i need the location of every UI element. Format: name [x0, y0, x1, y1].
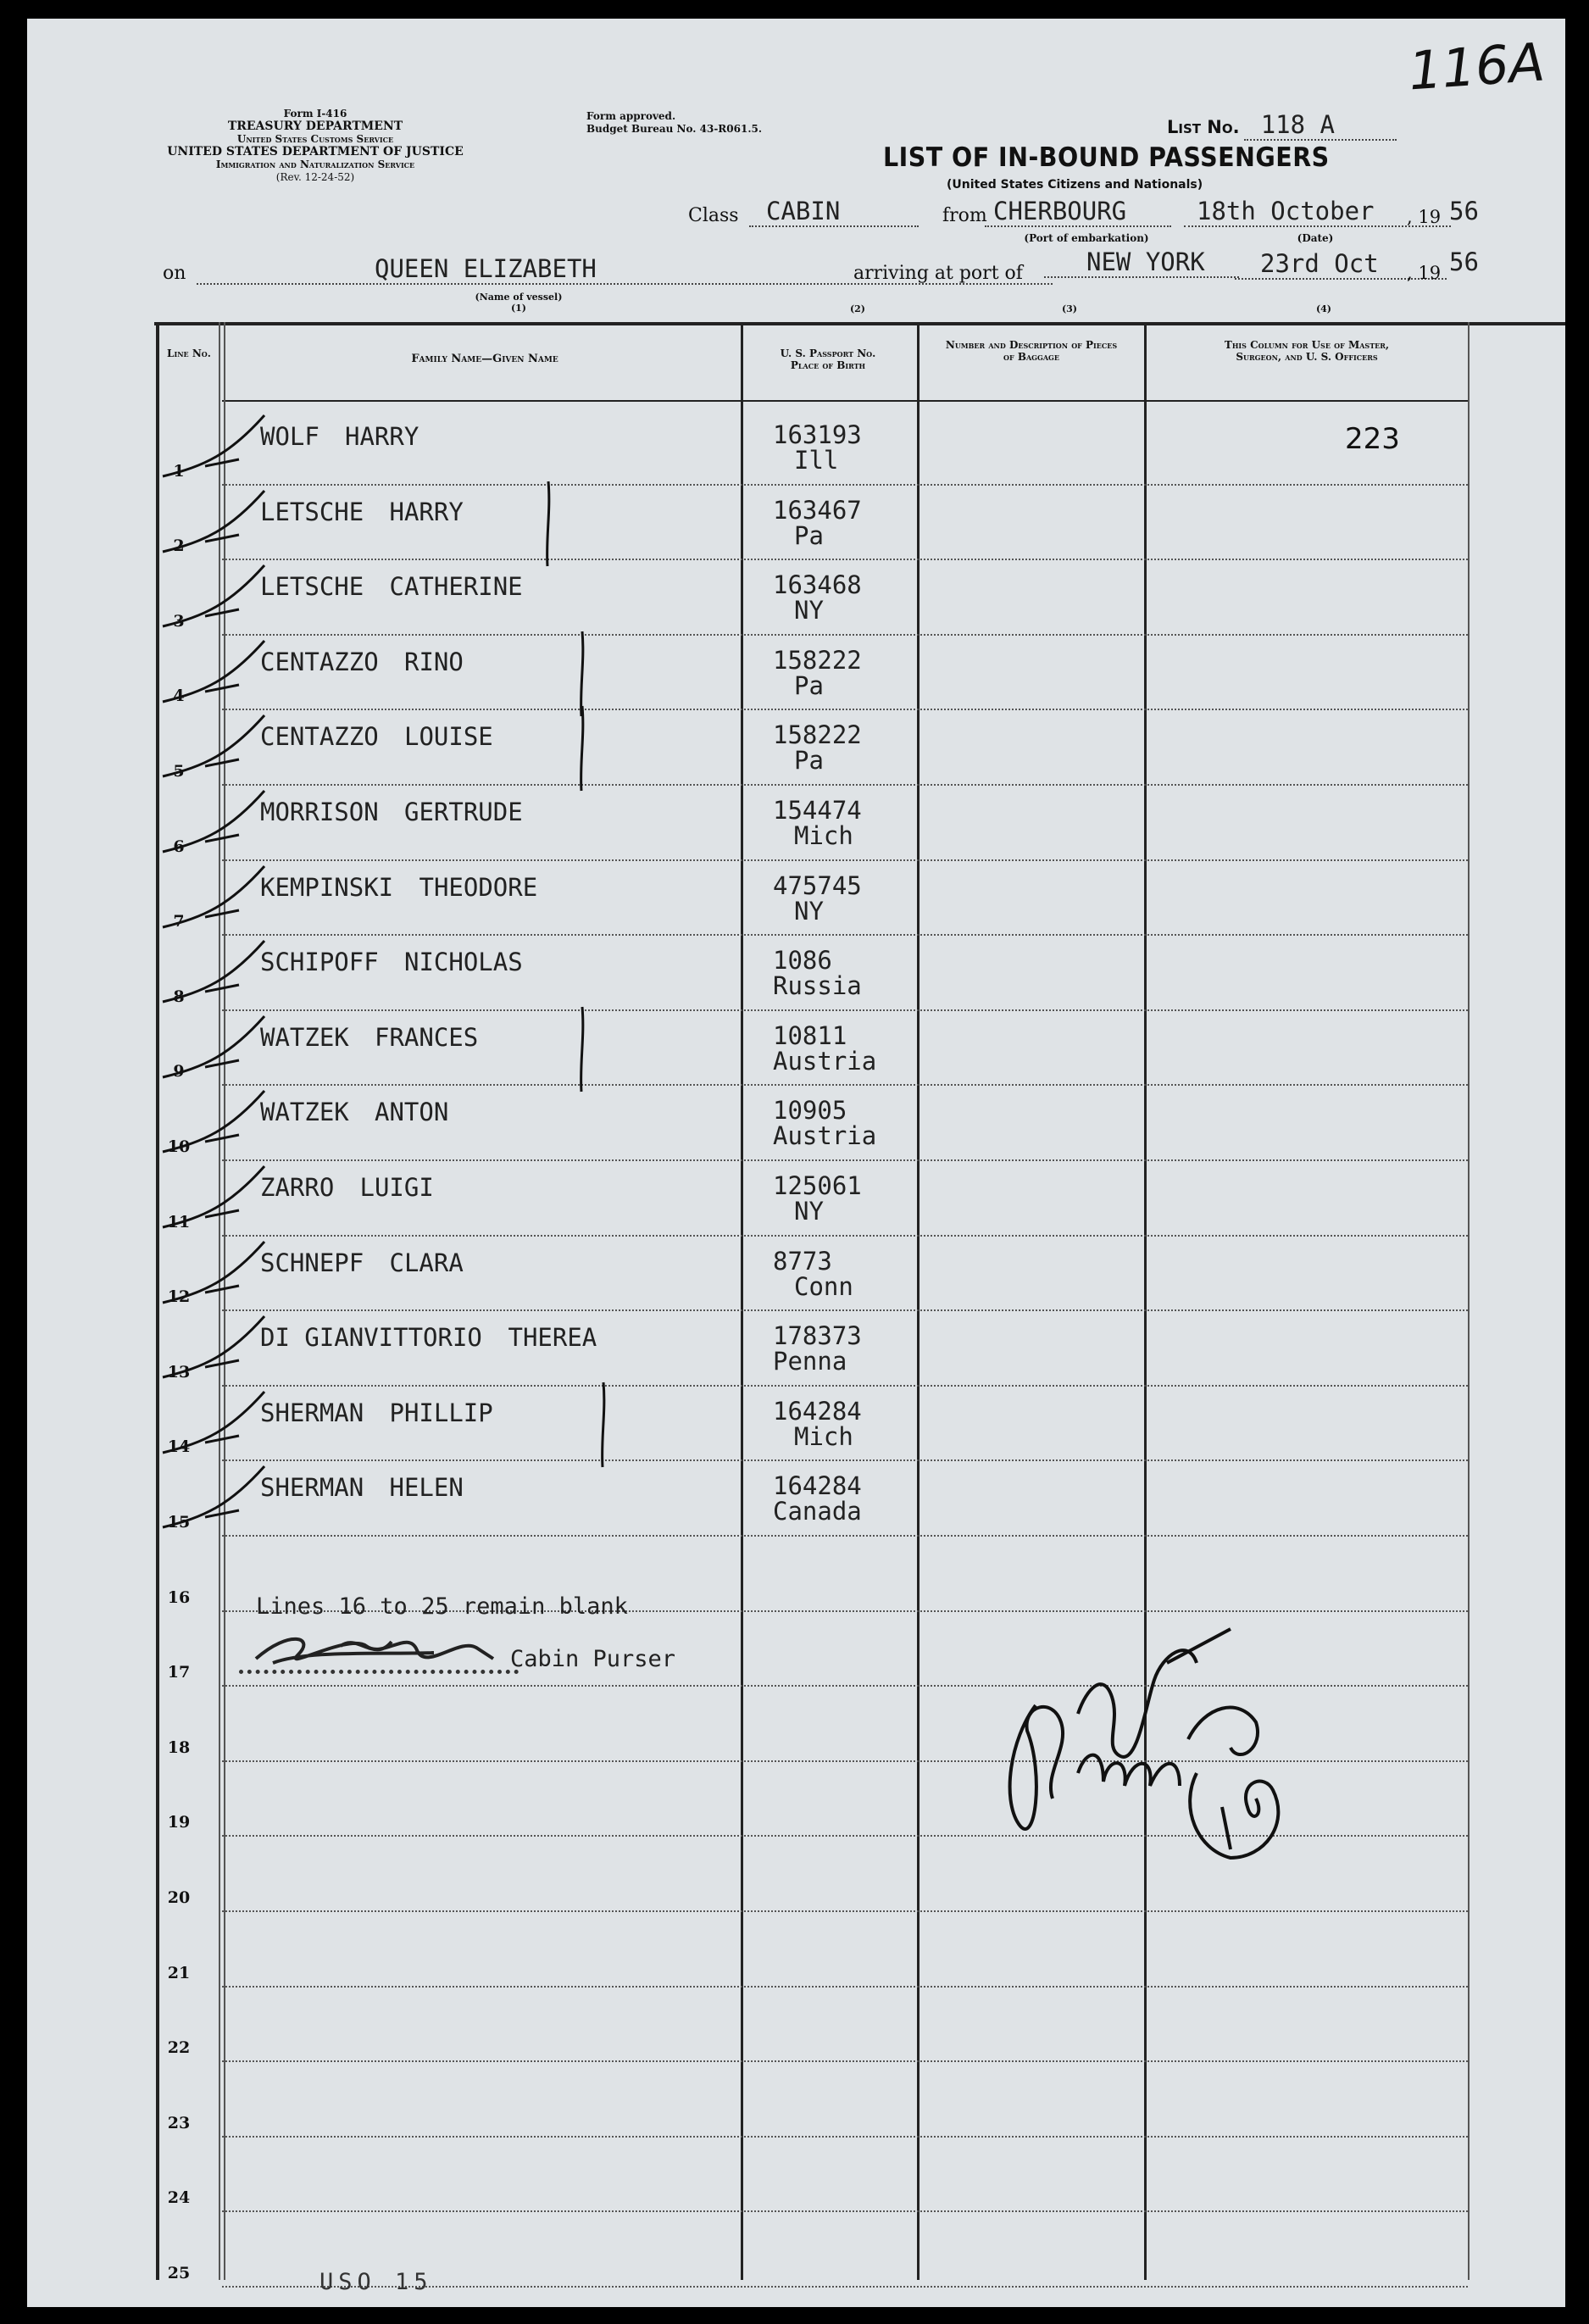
line-number: 14 — [167, 1437, 191, 1457]
footer-stamp: USO 15 — [319, 2269, 433, 2295]
line-number: 24 — [167, 2188, 191, 2208]
passport-number: 10905 — [773, 1096, 847, 1126]
line-number: 15 — [167, 1512, 191, 1532]
treasury-dept: TREASURY DEPARTMENT — [227, 120, 403, 133]
line-number: 5 — [173, 761, 185, 781]
departure-year-prefix: , 19 — [1407, 207, 1442, 227]
officer-signatures — [985, 1604, 1375, 1909]
check-mark — [154, 407, 324, 483]
check-mark — [154, 707, 324, 783]
given-name: THEODORE — [419, 872, 538, 902]
table-top-rule — [154, 322, 1565, 325]
check-mark — [154, 1458, 324, 1534]
document-title: LIST OF IN-BOUND PASSENGERS — [883, 142, 1330, 173]
given-name: HELEN — [389, 1473, 464, 1503]
manifest-page — [27, 19, 1565, 2307]
line-number: 9 — [173, 1062, 185, 1081]
departure-date: 18th October — [1184, 197, 1451, 227]
col2-number: (2) — [849, 303, 866, 314]
port-embarkation-caption: (Port of embarkation) — [1024, 232, 1149, 244]
line-number: 7 — [173, 912, 185, 931]
arrival-year-prefix: , 19 — [1407, 263, 1442, 283]
table-row — [27, 560, 1565, 636]
vessel-name: QUEEN ELIZABETH — [197, 254, 1053, 285]
table-row — [27, 636, 1565, 711]
vessel-line — [163, 247, 1519, 290]
blank-lines-note: Lines 16 to 25 remain blank — [256, 1593, 628, 1620]
check-mark — [154, 557, 324, 633]
vessel-caption-text: (Name of vessel) — [475, 292, 563, 303]
given-name: NICHOLAS — [404, 948, 523, 977]
line-number: 1 — [173, 461, 185, 481]
given-name: FRANCES — [375, 1022, 479, 1052]
line-number: 23 — [167, 2113, 191, 2132]
check-mark — [154, 1082, 324, 1159]
cabin-purser-label: Cabin Purser — [510, 1646, 676, 1672]
place-of-birth: NY — [794, 1197, 824, 1226]
check-mark — [154, 632, 324, 709]
family-name: LETSCHE — [260, 497, 364, 526]
table-header-rule — [222, 400, 1468, 402]
table-row — [27, 1912, 1565, 1988]
ins-service: Immigration and Naturalization Service — [215, 158, 415, 170]
approval-block — [586, 110, 762, 136]
place-of-birth: Penna — [773, 1347, 847, 1376]
col3-number: (3) — [1061, 303, 1078, 314]
given-name: GERTRUDE — [404, 798, 523, 826]
table-row — [27, 936, 1565, 1011]
officer-entry: 223 — [1345, 422, 1400, 456]
vessel-col-number: (1) — [510, 303, 527, 314]
passport-number: 164284 — [773, 1471, 862, 1501]
family-name: CENTAZZO — [260, 722, 379, 752]
place-of-birth: Austria — [773, 1121, 877, 1151]
family-name: SCHNEPF — [260, 1248, 364, 1277]
table-row — [27, 1387, 1565, 1462]
family-name: CENTAZZO — [260, 647, 379, 676]
given-name: CATHERINE — [389, 572, 523, 602]
line-number: 6 — [173, 837, 185, 856]
table-row — [27, 1461, 1565, 1537]
given-name: ANTON — [375, 1098, 449, 1127]
class-from-line — [688, 197, 1519, 231]
family-name: KEMPINSKI — [260, 872, 394, 902]
given-name: RINO — [404, 647, 464, 676]
given-name: HARRY — [345, 422, 419, 451]
arrival-year: 56 — [1449, 247, 1479, 276]
class-label: Class — [688, 205, 739, 226]
given-name: PHILLIP — [389, 1398, 493, 1427]
passport-number: 154474 — [773, 796, 862, 825]
justice-dept: UNITED STATES DEPARTMENT OF JUSTICE — [167, 145, 464, 158]
table-row — [27, 2062, 1565, 2138]
passport-number: 163468 — [773, 570, 862, 600]
form-info-block — [146, 108, 485, 184]
on-label: on — [163, 263, 186, 284]
from-label: from — [942, 205, 987, 226]
family-name: WATZEK — [260, 1098, 349, 1127]
table-row — [27, 861, 1565, 937]
line-number: 10 — [167, 1137, 191, 1156]
family-name: LETSCHE — [260, 572, 364, 602]
check-mark — [154, 1158, 324, 1234]
line-number: 8 — [173, 987, 185, 1006]
table-row — [27, 1988, 1565, 2063]
given-name: LUIGI — [359, 1173, 434, 1202]
date-caption: (Date) — [1297, 232, 1334, 244]
check-mark — [154, 782, 324, 859]
table-row — [27, 1086, 1565, 1161]
place-of-birth: Austria — [773, 1046, 877, 1076]
check-mark — [154, 858, 324, 934]
place-of-birth: Russia — [773, 971, 862, 1001]
purser-signature — [239, 1612, 544, 1688]
tick-mark — [536, 477, 561, 570]
place-of-birth: Mich — [794, 1421, 853, 1451]
arrival-date: 23rd Oct — [1235, 249, 1447, 280]
family-name: SCHIPOFF — [260, 948, 379, 977]
budget-bureau: Budget Bureau No. 43-R061.5. — [586, 123, 763, 135]
col4-number: (4) — [1315, 303, 1332, 314]
passport-number: 164284 — [773, 1396, 862, 1426]
passport-number: 1086 — [773, 946, 832, 976]
check-mark — [154, 1308, 324, 1384]
table-row — [27, 486, 1565, 561]
col-officers: This Column for Use of Master, Surgeon, and U. S. Officers — [1224, 339, 1390, 363]
family-name: ZARRO — [260, 1173, 335, 1202]
passport-number: 158222 — [773, 645, 862, 675]
list-no-label: List No. — [1167, 117, 1240, 137]
place-of-birth: Ill — [794, 446, 839, 475]
family-name: SHERMAN — [260, 1473, 364, 1503]
passport-number: 125061 — [773, 1171, 862, 1200]
line-number: 21 — [167, 1963, 191, 1982]
col-name: Family Name—Given Name — [411, 353, 558, 365]
table-row — [27, 786, 1565, 861]
form-id: Form I-416 — [283, 108, 347, 120]
table-row — [27, 710, 1565, 786]
family-name: MORRISON — [260, 798, 379, 826]
place-of-birth: Mich — [794, 821, 853, 850]
col-baggage: Number and Description of Pieces of Baggage — [945, 339, 1118, 363]
list-no-value: 118 A — [1244, 110, 1397, 141]
place-of-birth: NY — [794, 596, 824, 625]
line-number: 2 — [173, 537, 185, 556]
line-number: 13 — [167, 1362, 191, 1382]
given-name: CLARA — [389, 1248, 464, 1277]
given-name: LOUISE — [404, 722, 493, 752]
passport-number: 158222 — [773, 720, 862, 750]
passport-number: 178373 — [773, 1321, 862, 1351]
place-of-birth: Conn — [794, 1271, 853, 1301]
arriving-label: arriving at port of — [853, 263, 1023, 284]
check-mark — [154, 1383, 324, 1459]
tick-mark — [569, 702, 595, 795]
line-number: 25 — [167, 2263, 191, 2282]
line-number: 22 — [167, 2038, 191, 2058]
table-row — [27, 1311, 1565, 1387]
handwritten-page-number: 116A — [1406, 31, 1547, 103]
check-mark — [154, 1233, 324, 1309]
departure-year: 56 — [1449, 197, 1479, 225]
customs-service: United States Customs Service — [236, 133, 394, 145]
given-name: THEREA — [508, 1323, 597, 1353]
table-row — [27, 1237, 1565, 1312]
table-row — [27, 2212, 1565, 2288]
place-of-birth: Pa — [794, 670, 824, 700]
family-name: WATZEK — [260, 1022, 349, 1052]
place-of-birth: Pa — [794, 746, 824, 776]
vessel-caption — [434, 292, 603, 314]
line-number: 4 — [173, 687, 185, 706]
given-name: HARRY — [389, 497, 464, 526]
line-number: 19 — [167, 1813, 191, 1832]
class-value: CABIN — [749, 197, 919, 227]
family-name: SHERMAN — [260, 1398, 364, 1427]
line-number: 18 — [167, 1737, 191, 1757]
line-number: 17 — [167, 1663, 191, 1682]
table-row — [27, 1161, 1565, 1237]
passport-number: 8773 — [773, 1246, 832, 1276]
tick-mark — [569, 1003, 595, 1096]
place-of-birth: Pa — [794, 520, 824, 550]
revision: (Rev. 12-24-52) — [275, 171, 355, 183]
table-row — [27, 410, 1565, 486]
col-passport: U. S. Passport No. Place of Birth — [780, 347, 876, 371]
form-approved: Form approved. — [586, 110, 676, 122]
from-value: CHERBOURG — [985, 197, 1171, 227]
line-number: 16 — [167, 1587, 191, 1607]
family-name: DI GIANVITTORIO — [260, 1323, 482, 1353]
family-name: WOLF — [260, 422, 319, 451]
tick-mark — [591, 1378, 616, 1471]
passport-number: 163467 — [773, 495, 862, 525]
place-of-birth: NY — [794, 896, 824, 926]
document-subtitle: (United States Citizens and Nationals) — [947, 178, 1203, 192]
table-row — [27, 2138, 1565, 2213]
passport-number: 10811 — [773, 1020, 847, 1050]
check-mark — [154, 482, 324, 559]
check-mark — [154, 932, 324, 1009]
check-mark — [154, 1008, 324, 1084]
place-of-birth: Canada — [773, 1497, 862, 1526]
list-number-line — [1167, 110, 1421, 139]
col-line-no: Line No. — [167, 347, 211, 359]
arrival-port: NEW YORK — [1044, 247, 1239, 278]
passport-number: 163193 — [773, 420, 862, 449]
line-number: 20 — [167, 1888, 191, 1907]
passport-number: 475745 — [773, 870, 862, 900]
line-number: 3 — [173, 611, 185, 631]
line-number: 11 — [167, 1212, 191, 1231]
line-number: 12 — [167, 1287, 191, 1307]
table-row — [27, 1011, 1565, 1087]
